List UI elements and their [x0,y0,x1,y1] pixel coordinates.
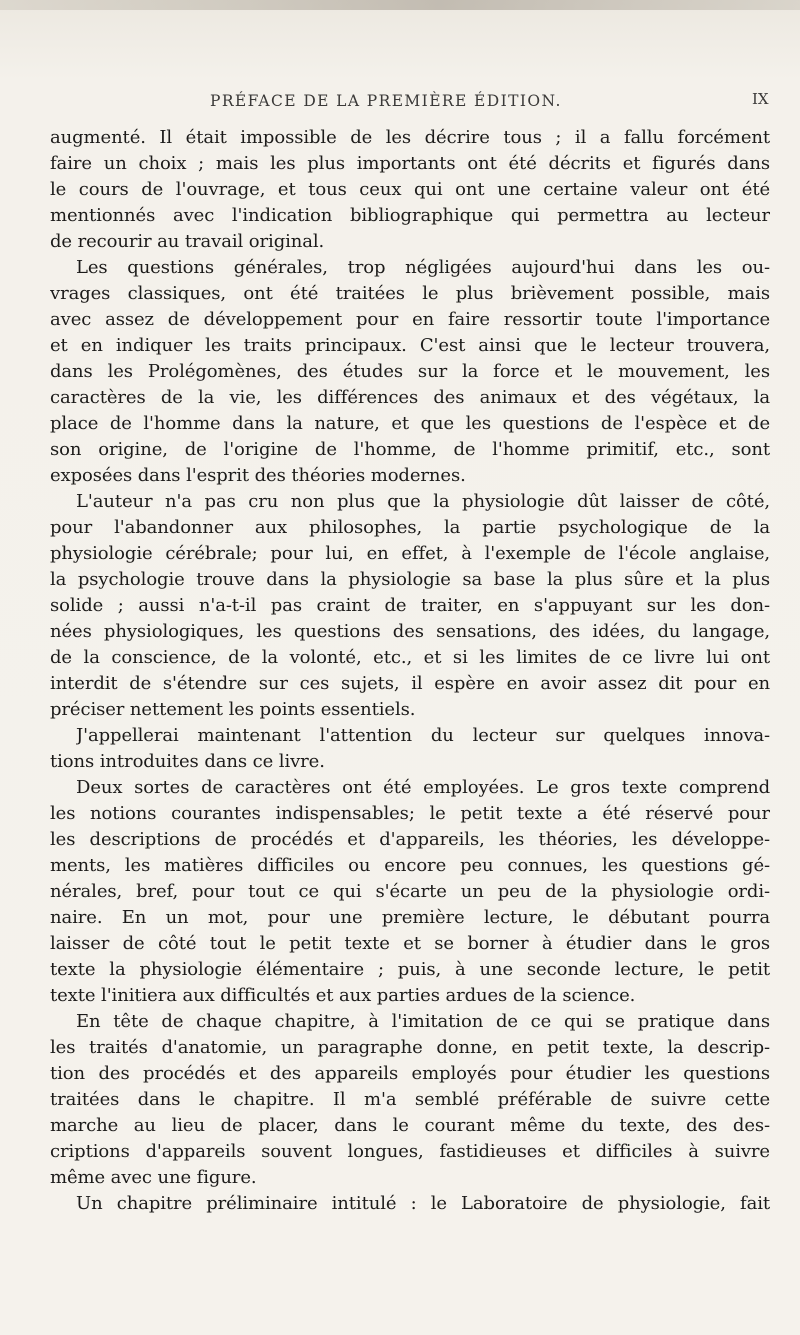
text-line: En tête de chaque chapitre, à l'imitation de ce qui se pratique dans [76,1011,770,1032]
text-line: les traités d'anatomie, un paragraphe donne, en petit texte, la descrip- [50,1037,770,1058]
text-line: nées physiologiques, les questions des sensations, des idées, du langage, [50,621,770,642]
text-line: préciser nettement les points essentiels. [50,699,416,720]
page-number: IX [752,90,769,108]
text-line: texte l'initiera aux difficultés et aux parties ardues de la science. [50,985,636,1006]
text-line: son origine, de l'origine de l'homme, de l'homme primitif, etc., sont [50,439,770,460]
text-line: exposées dans l'esprit des théories modernes. [50,465,466,486]
text-line: interdit de s'étendre sur ces sujets, il espère en avoir assez dit pour en [50,673,770,694]
text-line: J'appellerai maintenant l'attention du lecteur sur quelques innova- [76,725,770,746]
text-line: L'auteur n'a pas cru non plus que la physiologie dût laisser de côté, [76,491,770,512]
text-line: mentionnés avec l'indication bibliographique qui permettra au lecteur [50,205,770,226]
running-title: PRÉFACE DE LA PREMIÈRE ÉDITION. [210,92,562,110]
text-line: criptions d'appareils souvent longues, fastidieuses et difficiles à suivre [50,1141,770,1162]
text-line: pour l'abandonner aux philosophes, la partie psychologique de la [50,517,770,538]
text-line: Un chapitre préliminaire intitulé : le Laboratoire de physiologie, fait [76,1193,770,1214]
text-line: laisser de côté tout le petit texte et se borner à étudier dans le gros [50,933,770,954]
text-line: tions introduites dans ce livre. [50,751,325,772]
text-line: Les questions générales, trop négligées aujourd'hui dans les ou- [76,257,770,278]
text-line: de recourir au travail original. [50,231,325,252]
text-line: physiologie cérébrale; pour lui, en effet, à l'exemple de l'école anglaise, [50,543,770,564]
text-line: de la conscience, de la volonté, etc., et si les limites de ce livre lui ont [50,647,770,668]
text-line: ments, les matières difficiles ou encore peu connues, les questions gé- [50,855,770,876]
text-line: vrages classiques, ont été traitées le plus brièvement possible, mais [50,283,770,304]
text-line: avec assez de développement pour en faire ressortir toute l'importance [50,309,770,330]
text-line: même avec une figure. [50,1167,257,1188]
text-line: texte la physiologie élémentaire ; puis, à une seconde lecture, le petit [50,959,770,980]
text-line: la psychologie trouve dans la physiologie sa base la plus sûre et la plus [50,569,770,590]
text-line: marche au lieu de placer, dans le courant même du texte, des des- [50,1115,770,1136]
text-line: nérales, bref, pour tout ce qui s'écarte un peu de la physiologie ordi- [50,881,770,902]
text-line: naire. En un mot, pour une première lecture, le débutant pourra [50,907,770,928]
text-line: les notions courantes indispensables; le petit texte a été réservé pour [50,803,770,824]
text-line: tion des procédés et des appareils employés pour étudier les questions [50,1063,770,1084]
text-line: traitées dans le chapitre. Il m'a semblé préférable de suivre cette [50,1089,770,1110]
text-line: Deux sortes de caractères ont été employées. Le gros texte comprend [76,777,770,798]
page-top-shadow [0,0,800,10]
text-line: augmenté. Il était impossible de les décrire tous ; il a fallu forcément [50,127,770,148]
text-line: le cours de l'ouvrage, et tous ceux qui ont une certaine valeur ont été [50,179,770,200]
text-line: les descriptions de procédés et d'appareils, les théories, les développe- [50,829,770,850]
page-header [0,92,800,120]
text-line: caractères de la vie, les différences des animaux et des végétaux, la [50,387,770,408]
text-line: solide ; aussi n'a-t-il pas craint de traiter, en s'appuyant sur les don- [50,595,770,616]
text-line: faire un choix ; mais les plus importants ont été décrits et figurés dans [50,153,770,174]
text-line: et en indiquer les traits principaux. C'est ainsi que le lecteur trouvera, [50,335,770,356]
text-line: place de l'homme dans la nature, et que les questions de l'espèce et de [50,413,770,434]
text-line: dans les Prolégomènes, des études sur la force et le mouvement, les [50,361,770,382]
